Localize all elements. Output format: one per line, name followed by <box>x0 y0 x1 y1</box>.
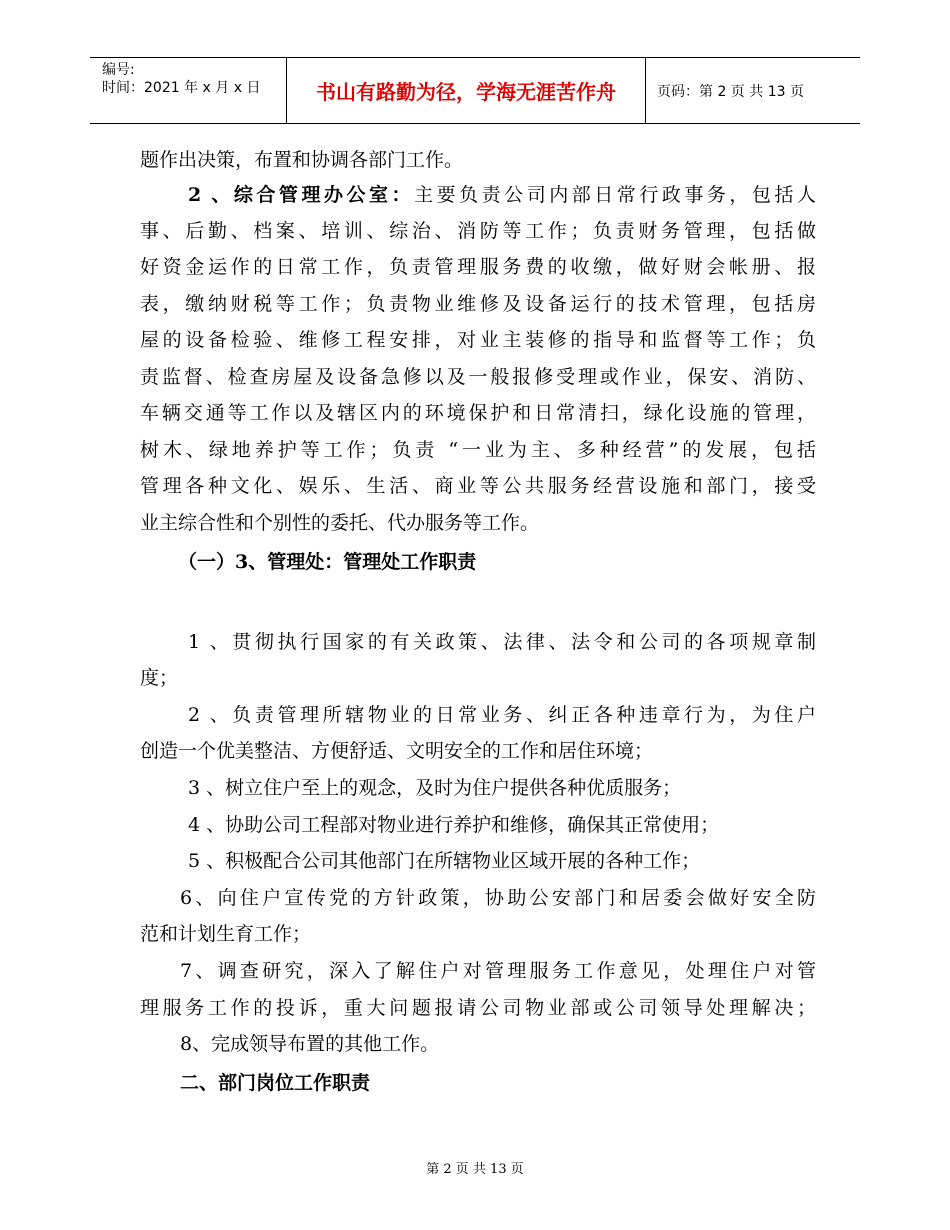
page-header <box>90 57 860 124</box>
list-item-continuation: 创造一个优美整洁、方便舒适、文明安全的工作和居住环境； <box>140 740 654 762</box>
paragraph-line: 事、后勤、档案、培训、综治、消防等工作；负责财务管理，包括做 <box>140 220 816 242</box>
number-label: 编号: <box>102 62 135 78</box>
list-item: 4 、协助公司工程部对物业进行养护和维修，确保其正常使用； <box>188 814 720 836</box>
list-item-continuation: 理服务工作的投诉，重大问题报请公司物业部或公司领导处理解决； <box>140 997 816 1019</box>
paragraph-line: 车辆交通等工作以及辖区内的环境保护和日常清扫，绿化设施的管理， <box>140 402 816 424</box>
paragraph-line: 2 、综合管理办公室：主要负责公司内部日常行政事务，包括人 <box>188 184 816 206</box>
list-item: 8、完成领导布置的其他工作。 <box>180 1033 440 1055</box>
paragraph-line: 业主综合性和个别性的委托、代办服务等工作。 <box>140 512 540 534</box>
header-page-label: 页码：第 2 页 共 13 页 <box>657 83 804 100</box>
list-item: 3 、树立住户至上的观念，及时为住户提供各种优质服务； <box>188 777 682 799</box>
list-item-continuation: 范和计划生育工作； <box>140 923 312 945</box>
time-label: 时间：2021 年 x 月 x 日 <box>102 80 261 96</box>
section-heading: 2 、综合管理办公室： <box>188 184 415 206</box>
paragraph-line: 管理各种文化、娱乐、生活、商业等公共服务经营设施和部门，接受 <box>140 475 816 497</box>
paragraph-line: 树木、绿地养护等工作；负责 “一业为主、多种经营”的发展，包括 <box>140 439 816 461</box>
list-item: 6、向住户宣传党的方针政策，协助公安部门和居委会做好安全防 <box>180 887 816 909</box>
list-item: 5 、积极配合公司其他部门在所辖物业区域开展的各种工作； <box>188 850 701 872</box>
page-footer: 第 2 页 共 13 页 <box>426 1162 524 1177</box>
list-item: 1 、贯彻执行国家的有关政策、法律、法令和公司的各项规章制 <box>188 631 816 653</box>
section-heading: （一）3、管理处：管理处工作职责 <box>178 551 477 573</box>
paragraph-line: 表，缴纳财税等工作；负责物业维修及设备运行的技术管理，包括房 <box>140 293 816 315</box>
list-item-continuation: 度； <box>140 667 179 689</box>
list-item: 2 、负责管理所辖物业的日常业务、纠正各种违章行为，为住户 <box>188 704 816 726</box>
header-meta <box>90 58 285 126</box>
paragraph-line: 屋的设备检验、维修工程安排，对业主装修的指导和监督等工作；负 <box>140 329 816 351</box>
section-heading: 二、部门岗位工作职责 <box>180 1072 371 1094</box>
paragraph-line: 题作出决策，布置和协调各部门工作。 <box>140 149 464 171</box>
paragraph-line: 好资金运作的日常工作，负责管理服务费的收缴，做好财会帐册、报 <box>140 256 816 278</box>
header-motto: 书山有路勤为径，学海无涯苦作舟 <box>286 58 646 123</box>
paragraph-line: 责监督、检查房屋及设备急修以及一般报修受理或作业，保安、消防、 <box>140 366 816 388</box>
list-item: 7、调查研究，深入了解住户对管理服务工作意见，处理住户对管 <box>180 960 816 982</box>
